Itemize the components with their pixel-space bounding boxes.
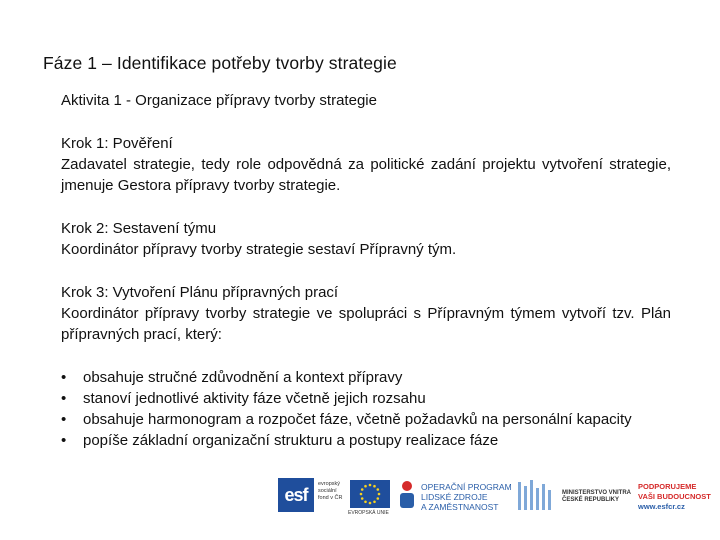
list-item	[61, 430, 671, 451]
op-logo-text: OPERAČNÍ PROGRAM LIDSKÉ ZDROJE A ZAMĚSTNANOST	[421, 482, 512, 512]
bullet-text: obsahuje harmonogram a rozpočet fáze, včetně požadavků na personální kapacity	[83, 411, 632, 428]
list-item	[61, 409, 671, 430]
ministry-logo-icon	[516, 478, 556, 514]
bullet-icon: •	[61, 369, 67, 386]
list-item	[61, 388, 671, 409]
step-1-heading: Krok 1: Pověření	[61, 135, 173, 152]
plan-bullet-list	[61, 367, 671, 451]
support-slogan: PODPORUJEME VAŠI BUDOUCNOST www.esfcr.cz	[638, 482, 711, 511]
bullet-text: obsahuje stručné zdůvodnění a kontext přípravy	[83, 369, 403, 386]
step-3-text: Koordinátor přípravy tvorby strategie ve spolupráci s Přípravným týmem vytvoří tzv. Plán přípravných prací, který:	[61, 305, 671, 343]
footer-logos	[278, 478, 718, 522]
step-3-heading: Krok 3: Vytvoření Plánu přípravných prací	[61, 284, 339, 301]
bullet-text: popíše základní organizační strukturu a postupy realizace fáze	[83, 432, 499, 449]
bullet-text: stanoví jednotlivé aktivity fáze včetně jejich rozsahu	[83, 390, 426, 407]
op-person-icon	[396, 480, 418, 510]
support-url: www.esfcr.cz	[638, 502, 685, 511]
eu-label: EVROPSKÁ UNIE	[348, 510, 389, 516]
eu-flag-icon	[350, 480, 390, 508]
bullet-icon: •	[61, 390, 67, 407]
content-body	[61, 90, 671, 451]
list-item	[61, 367, 671, 388]
step-2-heading: Krok 2: Sestavení týmu	[61, 220, 217, 237]
page-title: Fáze 1 – Identifikace potřeby tvorby strategie	[43, 53, 397, 73]
step-2-text: Koordinátor přípravy tvorby strategie sestaví Přípravný tým.	[61, 241, 457, 258]
esf-logo: esf	[278, 478, 314, 512]
bullet-icon: •	[61, 411, 67, 428]
step-1-text: Zadavatel strategie, tedy role odpovědná za politické zadání projektu vytvoření strategie, jmenuje Gestora přípravy tvorby strategie.	[61, 156, 671, 194]
esf-logo-text: evropský sociální fond v ČR	[318, 481, 343, 501]
bullet-icon: •	[61, 432, 67, 449]
activity-heading: Aktivita 1 - Organizace přípravy tvorby strategie	[61, 92, 377, 109]
ministry-logo-text: MINISTERSTVO VNITRA ČESKÉ REPUBLIKY	[562, 490, 632, 503]
